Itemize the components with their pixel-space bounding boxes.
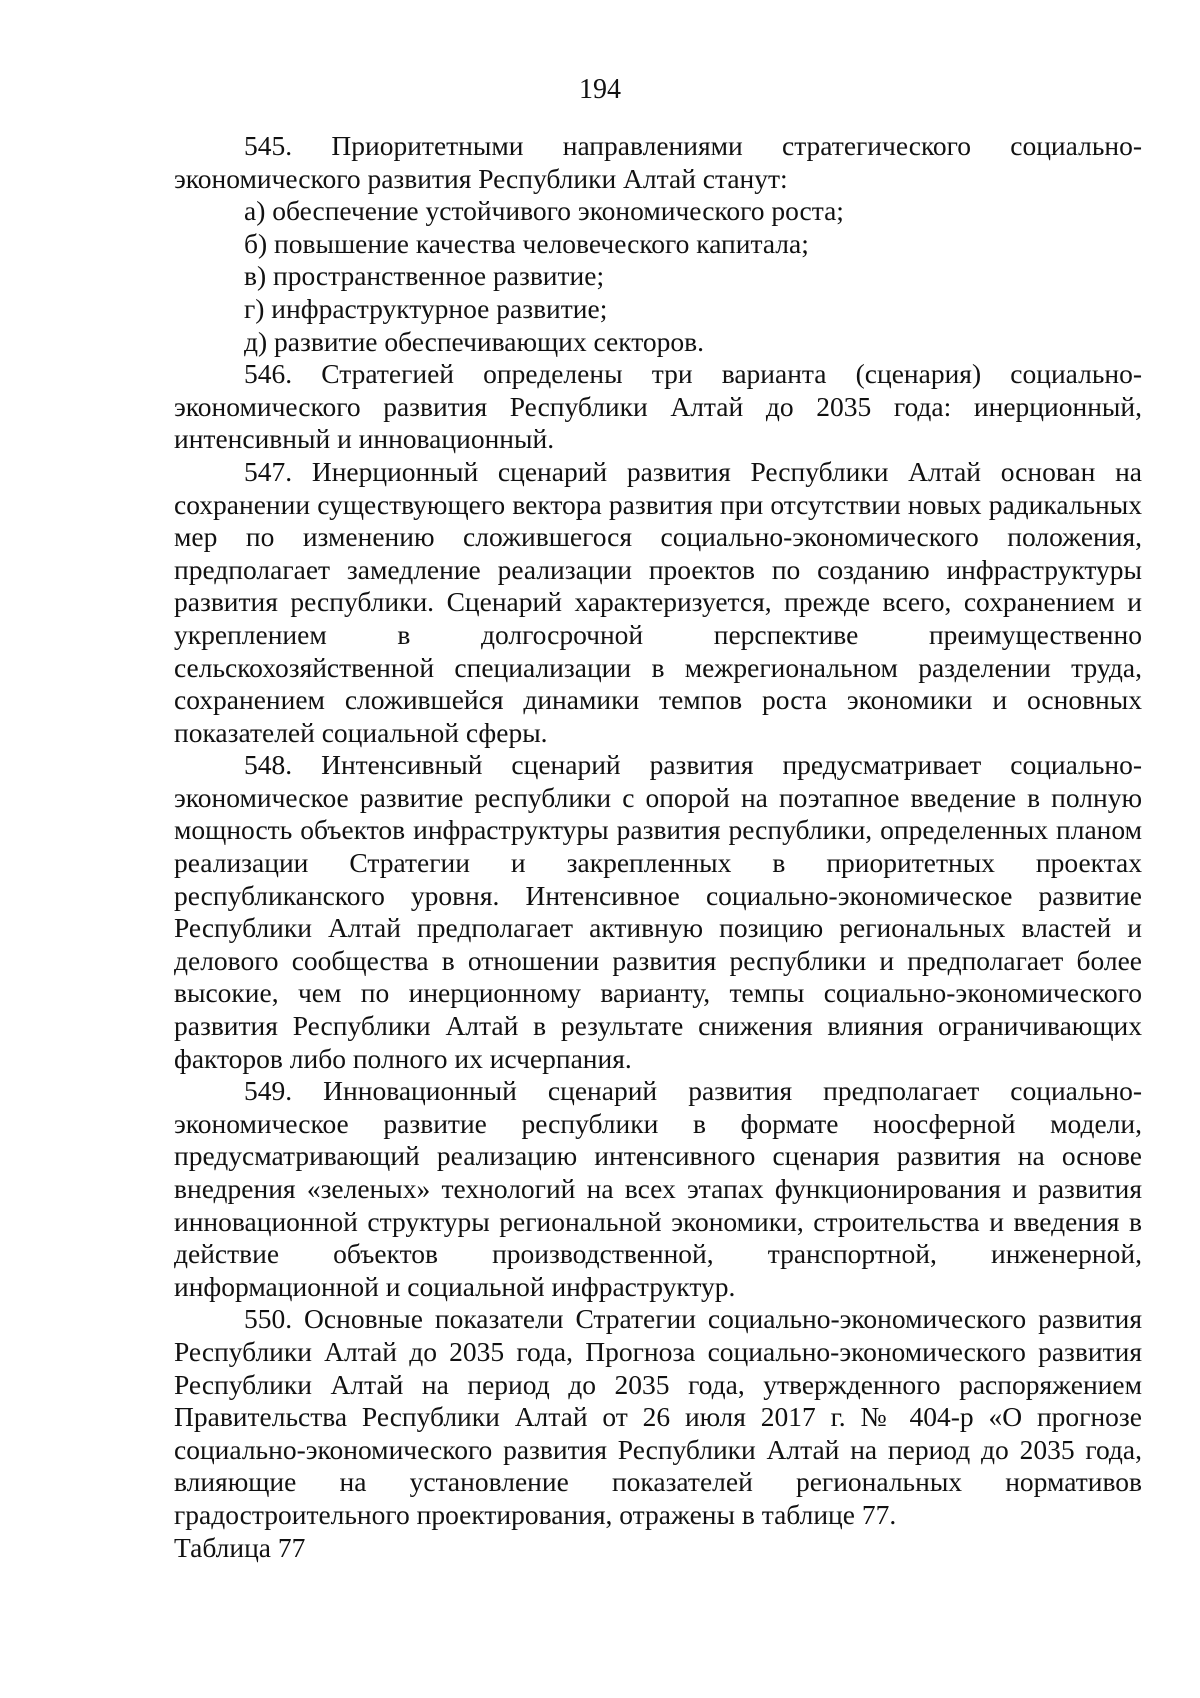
paragraph-547: 547. Инерционный сценарий развития Республики Алтай основан на сохранении существующего вектора развития при отсутствии новых радикальных мер по изменению сложившегося социально-экономического положения, предполагает замедление реализации проектов по созданию инфраструктуры развития республики. Сценарий характеризуется, прежде всего, сохранением и укреплением в долгосрочной перспективе преимущественно сельскохозяйственной специализации в межрегиональном разделении труда, сохранением сложившейся динамики темпов роста экономики и основных показателей социальной сферы. [174,455,1142,748]
list-item-d: д) развитие обеспечивающих секторов. [244,325,705,357]
paragraph-545: 545. Приоритетными направлениями стратегического социально-экономического развития Республики Алтай станут: [174,130,1142,194]
list-item-b: б) повышение качества человеческого капитала; [244,227,809,259]
list-item-a: а) обеспечение устойчивого экономического роста; [244,195,844,227]
paragraph-550: 550. Основные показатели Стратегии социально-экономического развития Республики Алтай до 2035 года, Прогноза социально-экономического развития Республики Алтай на период до 2035 года, утвержденного распоряжением Правительства Республики Алтай от 26 июля 2017 г. № 404-р «О прогнозе социально-экономического развития Республики Алтай на период до 2035 года, влияющие на установление показателей региональных нормативов градостроительного проектирования, отражены в таблице 77. [174,1303,1142,1530]
paragraph-549: 549. Инновационный сценарий развития предполагает социально-экономическое развитие республики в формате ноосферной модели, предусматривающий реализацию интенсивного сценария развития на основе внедрения «зеленых» технологий на всех этапах функционирования и развития инновационной структуры региональной экономики, строительства и введения в действие объектов производственной, транспортной, инженерной, информационной и социальной инфраструктур. [174,1075,1142,1302]
list-item-g: г) инфраструктурное развитие; [244,292,608,324]
page-number: 194 [579,74,621,105]
paragraph-548: 548. Интенсивный сценарий развития предусматривает социально-экономическое развитие республики с опорой на поэтапное введение в полную мощность объектов инфраструктуры развития республики, определенных планом реализации Стратегии и закрепленных в приоритетных проектах республиканского уровня. Интенсивное социально-экономическое развитие Республики Алтай предполагает активную позицию региональных властей и делового сообщества в отношении развития республики и предполагает более высокие, чем по инерционному варианту, темпы социально-экономического развития Республики Алтай в результате снижения влияния ограничивающих факторов либо полного их исчерпания. [174,749,1142,1074]
paragraph-546: 546. Стратегией определены три варианта (сценария) социально-экономического развития Республики Алтай до 2035 года: инерционный, интенсивный и инновационный. [174,358,1142,455]
table-caption: Таблица 77 [174,1531,306,1563]
list-item-v: в) пространственное развитие; [244,260,605,292]
document-body [174,130,1142,1564]
